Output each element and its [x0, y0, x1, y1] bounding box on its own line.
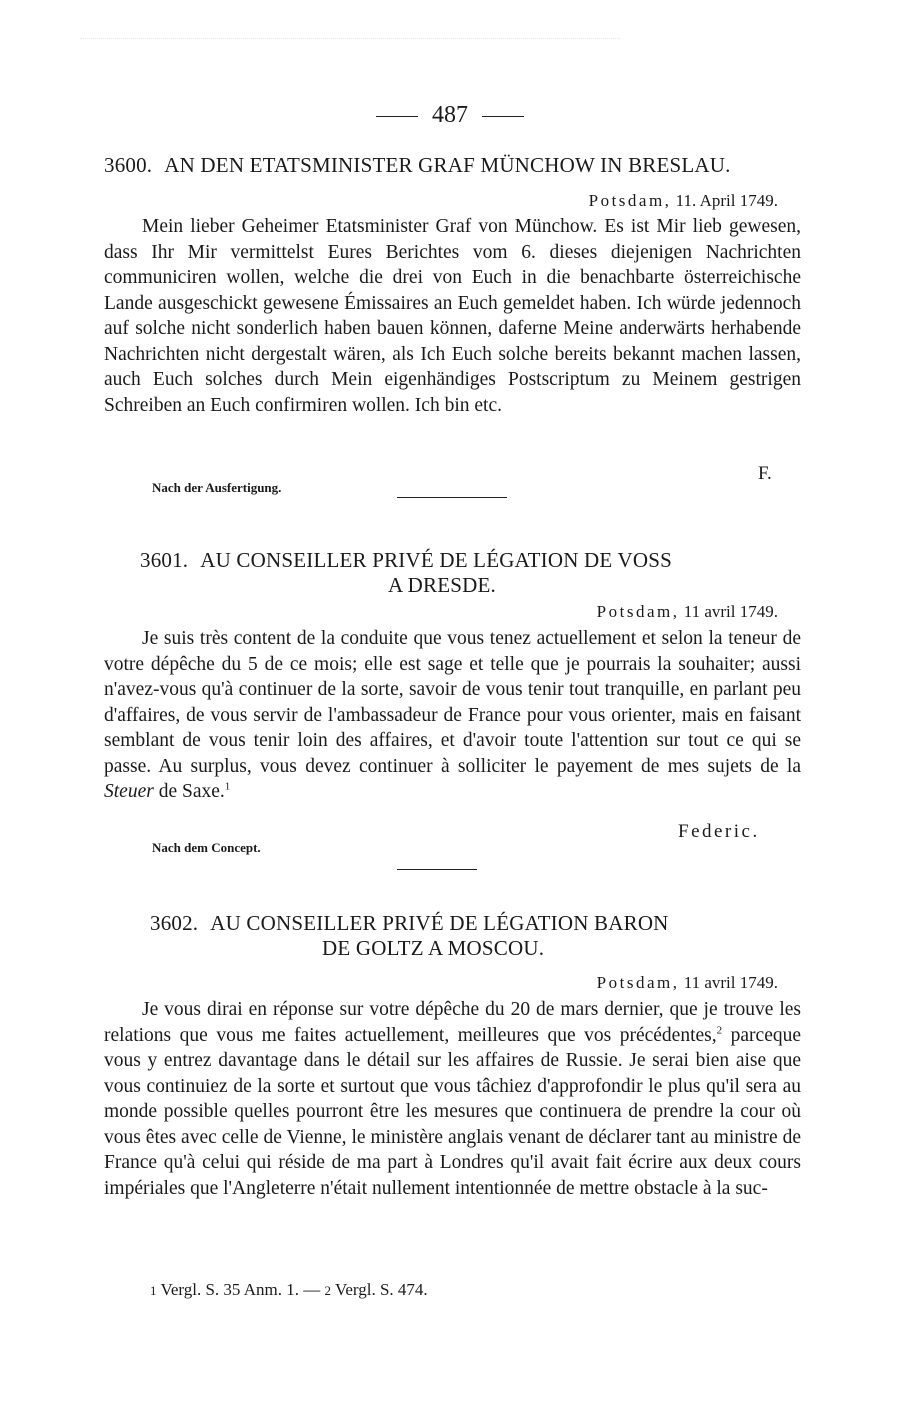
letter-3602-heading-line1 — [150, 911, 669, 936]
letter-3601-body-text: Je suis très content de la conduite que vous tenez actuellement et selon la teneur de votre dépêche du 5 de ce mois; elle est sage et telle que je pourrais la souhaiter; aussi n'avez-vous qu'à continuer de la sorte, savoir de vous tenir tout tranquille, en parlant peu d'affaires, de vous servir de l'ambassadeur de France pour vous orienter, mais en faisant semblant de vous tenir loin des affaires, et d'avoir toute l'attention sur tout ce qui se passe. Au surplus, vous devez continuer à solliciter le payement de mes sujets de la — [104, 628, 801, 777]
letter-3601-heading-line1 — [140, 548, 672, 573]
footnote-2-mark: 2 — [324, 1283, 331, 1298]
letter-3600-dateline — [589, 190, 778, 212]
footnote-1-text: Vergl. S. 35 Anm. 1. — [160, 1280, 299, 1299]
letter-3601-end-rule — [397, 869, 477, 870]
letter-3601-heading-text: AU CONSEILLER PRIVÉ DE LÉGATION DE VOSS — [200, 548, 672, 572]
letter-3600-end-rule — [397, 497, 507, 498]
letter-3601-body-tail: de Saxe. — [158, 781, 225, 802]
footnote-2-text: Vergl. S. 474. — [334, 1280, 428, 1299]
footnote-marker-1: 1 — [224, 780, 231, 793]
letter-3600-signature: F. — [758, 463, 772, 484]
letter-3602-heading-line2: DE GOLTZ A MOSCOU. — [322, 936, 545, 960]
letter-3600-body — [104, 214, 801, 418]
letter-3601-place: Potsdam, — [596, 602, 680, 621]
letter-3600-body-text: Mein lieber Geheimer Etatsminister Graf von Münchow. Es ist Mir lieb gewesen, dass Ihr Mir vermittelst Eures Berichtes vom 6. dieses diejenigen Nachrichten communiciren wollen, welche die drei von Euch in die benachbarte österreichische Lande ausgeschickt gewesene Émissaires an Euch gemeldet haben. Ich würde jedennoch auf solche nicht sonderlich haben bauen können, daferne Meine anderwärts herhabende Nachrichten nicht dergestalt wären, als Ich Euch solche bereits bekannt machen lassen, auch Euch solches durch Mein eigenhändiges Postscriptum zu Meinem gestrigen Schreiben an Euch confirmiren wollen. Ich bin etc. — [104, 216, 801, 416]
letter-3602-heading-text: AU CONSEILLER PRIVÉ DE LÉGATION BARON — [210, 911, 669, 935]
letter-3600-date: 11. April 1749. — [675, 191, 778, 210]
letter-3602-place: Potsdam, — [596, 973, 680, 992]
letter-3600-heading — [104, 153, 731, 178]
footnotes — [150, 1279, 428, 1302]
page-number-right-dash — [482, 116, 524, 117]
letter-3600-heading-text: AN DEN ETATSMINISTER GRAF MÜNCHOW IN BRESLAU. — [164, 153, 731, 177]
page-number-value: 487 — [432, 102, 468, 128]
faint-bleed-through — [80, 38, 620, 47]
letter-3602-body — [104, 997, 801, 1201]
letter-3601-source: Nach dem Concept. — [152, 840, 261, 855]
letter-3600-source: Nach der Ausfertigung. — [152, 480, 282, 495]
letter-3602-date: 11 avril 1749. — [683, 973, 778, 992]
page-number-left-dash — [376, 116, 418, 117]
footnote-marker-2: 2 — [716, 1024, 723, 1036]
letter-3601-signature: Federic. — [678, 821, 760, 842]
letter-3602-body-rest: parceque vous y entrez davantage dans le détail sur les affaires de Russie. Je serai bien aise que vous continuiez de la sorte et surtout que vous tâchiez d'approfondir le plus qu'il sera au monde possible quelles pourront être les mesures que continuera de prendre la cour où vous êtes avec celle de Vienne, le ministère anglais venant de déclarer tant au ministre de France qu'à celui qui réside de ma part à Londres qu'il avait fait écrire aux deux cours impériales que l'Angleterre n'était nullement intentionnée de mettre obstacle à la suc- — [104, 1024, 802, 1199]
letter-3602-body-text: Je vous dirai en réponse sur votre dépêche du 20 de mars dernier, que je trouve les relations que vous me faites actuellement, meilleures que vos précédentes, — [104, 999, 801, 1046]
letter-3600-place: Potsdam, — [588, 191, 672, 210]
letter-3601-number: 3601. — [140, 548, 189, 572]
letter-3601-body-italic: Steuer — [104, 781, 154, 802]
footnote-separator: — — [303, 1280, 321, 1299]
footnote-1-mark: 1 — [150, 1283, 157, 1298]
letter-3602-number: 3602. — [150, 911, 199, 935]
letter-3601-heading-line2: A DRESDE. — [388, 573, 496, 597]
letter-3601-body — [104, 626, 801, 805]
letter-3601-dateline — [597, 601, 778, 623]
page-number — [0, 100, 900, 130]
letter-3602-dateline — [597, 972, 778, 994]
letter-3600-number: 3600. — [104, 153, 153, 177]
letter-3601-date: 11 avril 1749. — [683, 602, 778, 621]
